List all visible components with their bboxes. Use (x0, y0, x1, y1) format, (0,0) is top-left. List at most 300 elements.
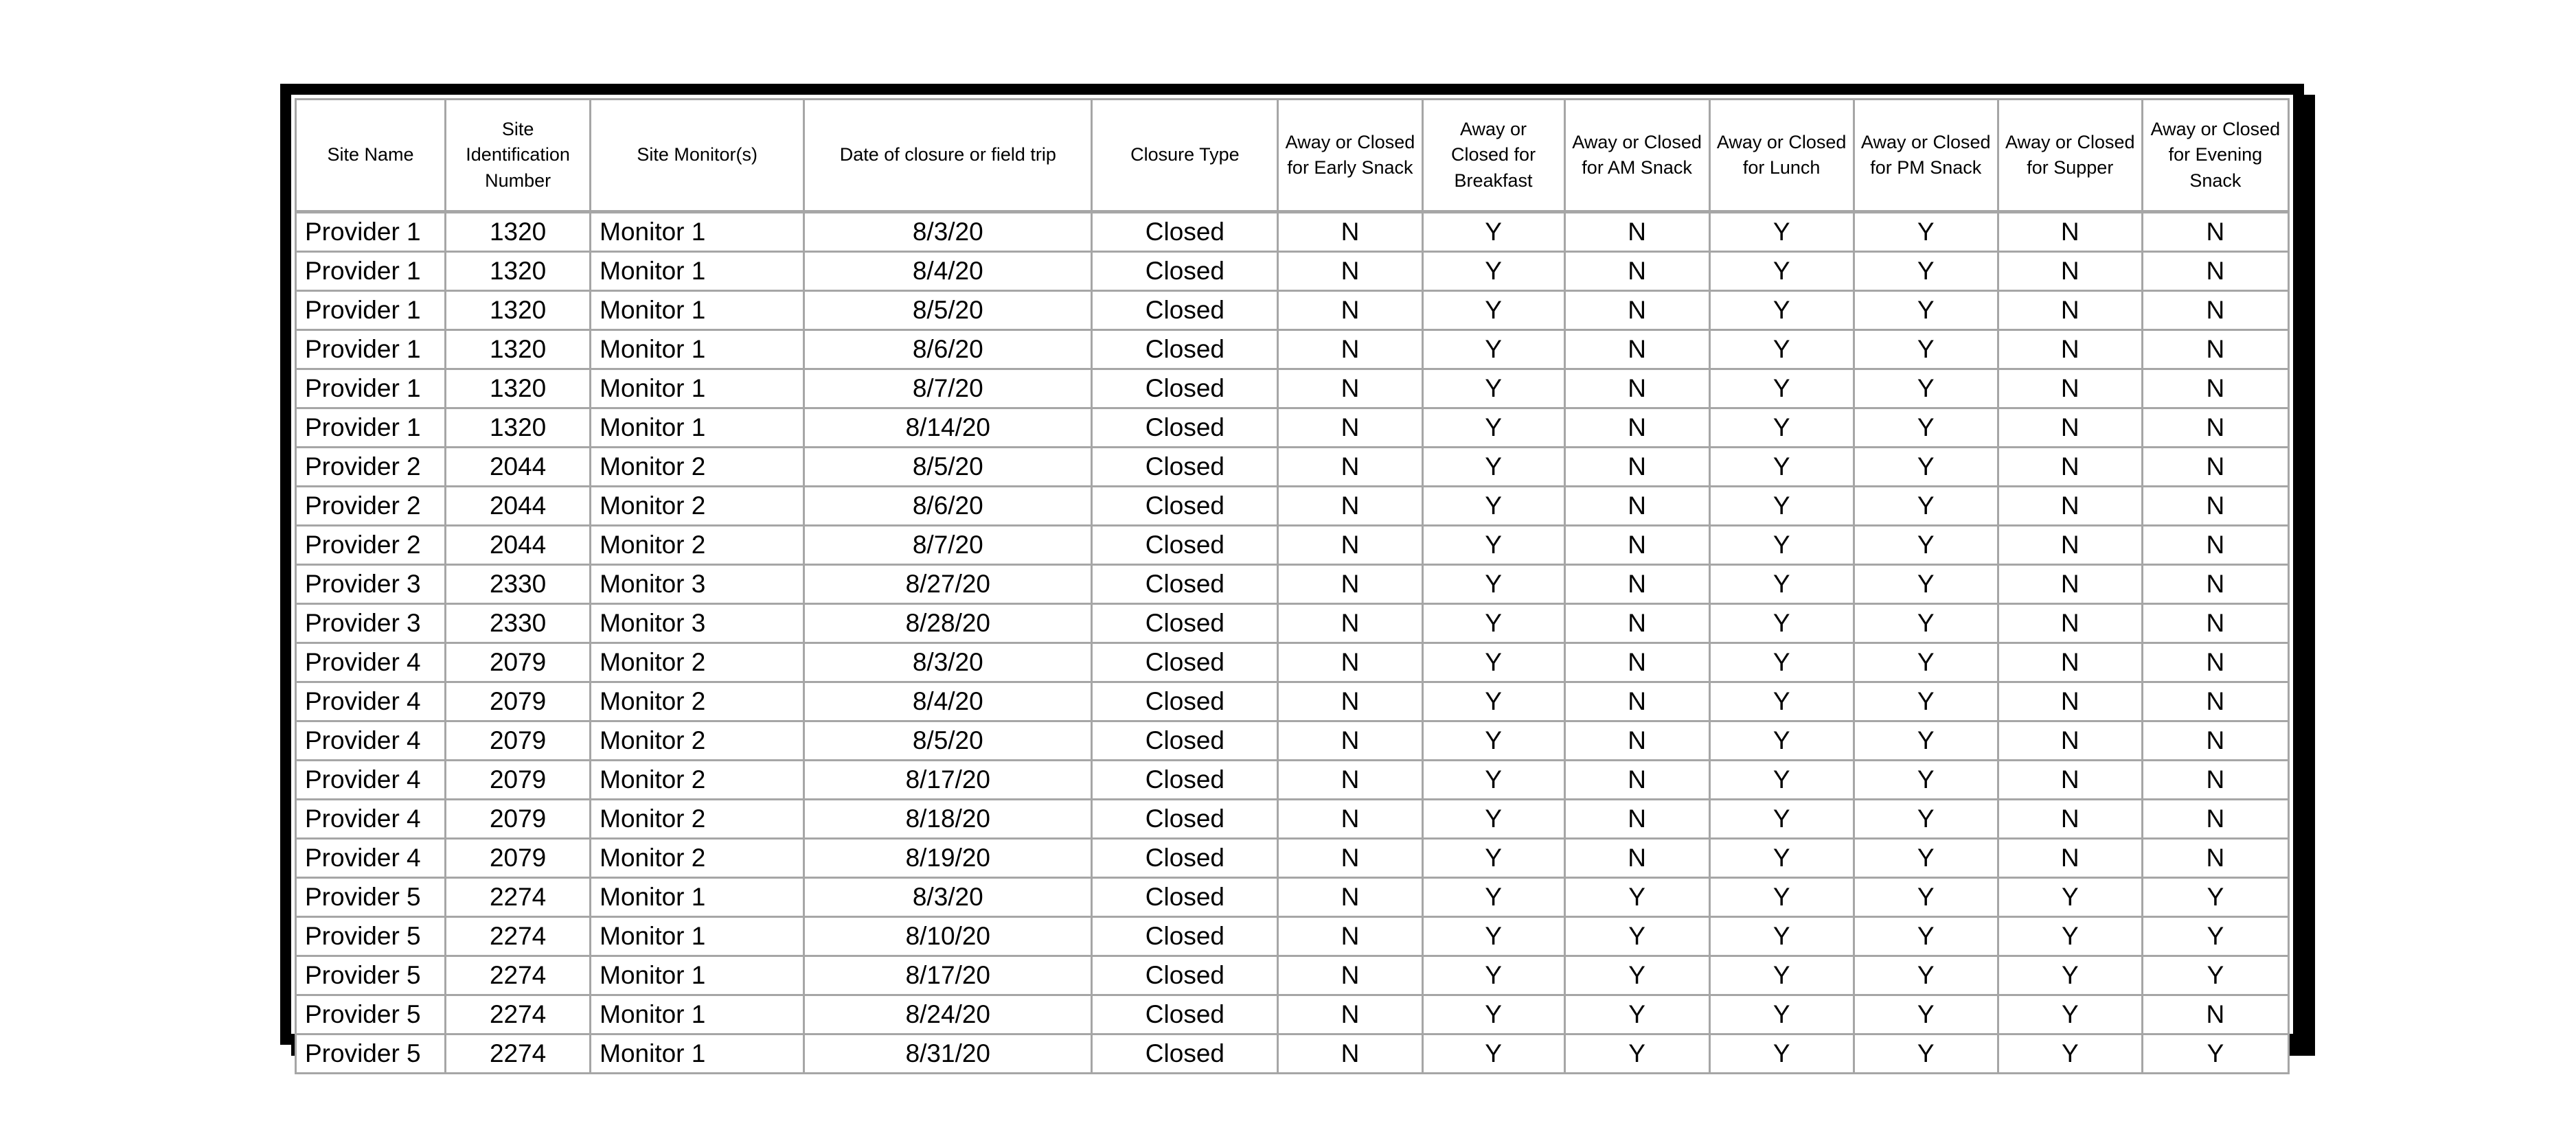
cell-r4-c0: Provider 1 (296, 369, 446, 408)
table-row-1 (296, 252, 2289, 291)
table-row-6 (296, 448, 2289, 487)
cell-r21-c6: Y (1422, 1034, 1564, 1074)
cell-r21-c9: Y (1854, 1034, 1998, 1074)
cell-r7-c1: 2044 (446, 487, 591, 526)
cell-r20-c8: Y (1709, 995, 1854, 1034)
cell-r2-c8: Y (1709, 291, 1854, 330)
cell-r12-c2: Monitor 2 (591, 682, 804, 721)
cell-r0-c5: N (1278, 212, 1422, 252)
cell-r2-c5: N (1278, 291, 1422, 330)
cell-r12-c7: N (1564, 682, 1709, 721)
cell-r7-c7: N (1564, 487, 1709, 526)
cell-r19-c10: Y (1998, 956, 2142, 995)
cell-r0-c3: 8/3/20 (804, 212, 1092, 252)
cell-r8-c3: 8/7/20 (804, 526, 1092, 565)
cell-r20-c10: Y (1998, 995, 2142, 1034)
cell-r7-c10: N (1998, 487, 2142, 526)
cell-r14-c4: Closed (1092, 761, 1278, 800)
cell-r5-c10: N (1998, 408, 2142, 448)
cell-r6-c2: Monitor 2 (591, 448, 804, 487)
site-closure-table (295, 98, 2290, 1074)
cell-r9-c8: Y (1709, 565, 1854, 604)
cell-r6-c7: N (1564, 448, 1709, 487)
table-row-3 (296, 330, 2289, 369)
cell-r10-c1: 2330 (446, 604, 591, 643)
cell-r14-c3: 8/17/20 (804, 761, 1092, 800)
cell-r12-c10: N (1998, 682, 2142, 721)
cell-r19-c8: Y (1709, 956, 1854, 995)
cell-r12-c11: N (2142, 682, 2288, 721)
column-header-5: Away or Closed for Early Snack (1278, 100, 1422, 212)
cell-r5-c8: Y (1709, 408, 1854, 448)
cell-r8-c9: Y (1854, 526, 1998, 565)
cell-r0-c8: Y (1709, 212, 1854, 252)
cell-r7-c3: 8/6/20 (804, 487, 1092, 526)
cell-r13-c4: Closed (1092, 721, 1278, 761)
cell-r3-c8: Y (1709, 330, 1854, 369)
cell-r3-c0: Provider 1 (296, 330, 446, 369)
cell-r6-c10: N (1998, 448, 2142, 487)
cell-r15-c6: Y (1422, 800, 1564, 839)
cell-r18-c7: Y (1564, 917, 1709, 956)
cell-r5-c9: Y (1854, 408, 1998, 448)
cell-r1-c11: N (2142, 252, 2288, 291)
cell-r16-c11: N (2142, 839, 2288, 878)
cell-r15-c8: Y (1709, 800, 1854, 839)
cell-r2-c7: N (1564, 291, 1709, 330)
cell-r13-c7: N (1564, 721, 1709, 761)
cell-r8-c8: Y (1709, 526, 1854, 565)
column-header-2: Site Monitor(s) (591, 100, 804, 212)
table-header (296, 100, 2289, 212)
cell-r0-c7: N (1564, 212, 1709, 252)
column-header-4: Closure Type (1092, 100, 1278, 212)
cell-r1-c3: 8/4/20 (804, 252, 1092, 291)
cell-r20-c11: N (2142, 995, 2288, 1034)
table-row-7 (296, 487, 2289, 526)
cell-r10-c6: Y (1422, 604, 1564, 643)
table-body (296, 212, 2289, 1074)
cell-r8-c7: N (1564, 526, 1709, 565)
cell-r15-c9: Y (1854, 800, 1998, 839)
cell-r6-c4: Closed (1092, 448, 1278, 487)
cell-r8-c4: Closed (1092, 526, 1278, 565)
cell-r11-c8: Y (1709, 643, 1854, 682)
cell-r19-c2: Monitor 1 (591, 956, 804, 995)
cell-r13-c0: Provider 4 (296, 721, 446, 761)
cell-r0-c9: Y (1854, 212, 1998, 252)
cell-r11-c0: Provider 4 (296, 643, 446, 682)
cell-r17-c6: Y (1422, 878, 1564, 917)
cell-r9-c6: Y (1422, 565, 1564, 604)
cell-r7-c0: Provider 2 (296, 487, 446, 526)
cell-r1-c9: Y (1854, 252, 1998, 291)
cell-r12-c5: N (1278, 682, 1422, 721)
cell-r11-c1: 2079 (446, 643, 591, 682)
cell-r2-c4: Closed (1092, 291, 1278, 330)
cell-r17-c7: Y (1564, 878, 1709, 917)
cell-r16-c1: 2079 (446, 839, 591, 878)
cell-r6-c11: N (2142, 448, 2288, 487)
column-header-6: Away or Closed for Breakfast (1422, 100, 1564, 212)
table-row-18 (296, 917, 2289, 956)
column-header-7: Away or Closed for AM Snack (1564, 100, 1709, 212)
cell-r13-c6: Y (1422, 721, 1564, 761)
cell-r4-c6: Y (1422, 369, 1564, 408)
cell-r19-c11: Y (2142, 956, 2288, 995)
table-row-19 (296, 956, 2289, 995)
cell-r18-c1: 2274 (446, 917, 591, 956)
cell-r9-c4: Closed (1092, 565, 1278, 604)
cell-r4-c3: 8/7/20 (804, 369, 1092, 408)
cell-r14-c9: Y (1854, 761, 1998, 800)
cell-r21-c8: Y (1709, 1034, 1854, 1074)
cell-r1-c5: N (1278, 252, 1422, 291)
cell-r21-c10: Y (1998, 1034, 2142, 1074)
cell-r6-c6: Y (1422, 448, 1564, 487)
cell-r17-c3: 8/3/20 (804, 878, 1092, 917)
cell-r10-c10: N (1998, 604, 2142, 643)
cell-r20-c9: Y (1854, 995, 1998, 1034)
table-row-2 (296, 291, 2289, 330)
cell-r16-c10: N (1998, 839, 2142, 878)
cell-r9-c11: N (2142, 565, 2288, 604)
cell-r7-c6: Y (1422, 487, 1564, 526)
cell-r12-c1: 2079 (446, 682, 591, 721)
cell-r20-c6: Y (1422, 995, 1564, 1034)
cell-r14-c5: N (1278, 761, 1422, 800)
cell-r15-c2: Monitor 2 (591, 800, 804, 839)
cell-r16-c4: Closed (1092, 839, 1278, 878)
cell-r16-c5: N (1278, 839, 1422, 878)
cell-r20-c0: Provider 5 (296, 995, 446, 1034)
cell-r3-c1: 1320 (446, 330, 591, 369)
cell-r20-c7: Y (1564, 995, 1709, 1034)
cell-r11-c6: Y (1422, 643, 1564, 682)
cell-r15-c3: 8/18/20 (804, 800, 1092, 839)
cell-r2-c10: N (1998, 291, 2142, 330)
cell-r17-c5: N (1278, 878, 1422, 917)
cell-r18-c11: Y (2142, 917, 2288, 956)
cell-r21-c2: Monitor 1 (591, 1034, 804, 1074)
cell-r10-c11: N (2142, 604, 2288, 643)
cell-r18-c2: Monitor 1 (591, 917, 804, 956)
cell-r15-c10: N (1998, 800, 2142, 839)
cell-r4-c7: N (1564, 369, 1709, 408)
cell-r13-c5: N (1278, 721, 1422, 761)
cell-r18-c3: 8/10/20 (804, 917, 1092, 956)
cell-r7-c11: N (2142, 487, 2288, 526)
table-row-0 (296, 212, 2289, 252)
cell-r19-c3: 8/17/20 (804, 956, 1092, 995)
cell-r13-c1: 2079 (446, 721, 591, 761)
cell-r14-c6: Y (1422, 761, 1564, 800)
cell-r16-c9: Y (1854, 839, 1998, 878)
cell-r0-c4: Closed (1092, 212, 1278, 252)
cell-r18-c4: Closed (1092, 917, 1278, 956)
cell-r16-c7: N (1564, 839, 1709, 878)
table-row-10 (296, 604, 2289, 643)
cell-r0-c1: 1320 (446, 212, 591, 252)
cell-r13-c10: N (1998, 721, 2142, 761)
cell-r11-c10: N (1998, 643, 2142, 682)
cell-r1-c10: N (1998, 252, 2142, 291)
cell-r5-c0: Provider 1 (296, 408, 446, 448)
table-row-11 (296, 643, 2289, 682)
cell-r18-c8: Y (1709, 917, 1854, 956)
cell-r21-c7: Y (1564, 1034, 1709, 1074)
cell-r21-c11: Y (2142, 1034, 2288, 1074)
cell-r7-c9: Y (1854, 487, 1998, 526)
cell-r13-c11: N (2142, 721, 2288, 761)
cell-r7-c5: N (1278, 487, 1422, 526)
cell-r9-c5: N (1278, 565, 1422, 604)
cell-r8-c2: Monitor 2 (591, 526, 804, 565)
cell-r20-c2: Monitor 1 (591, 995, 804, 1034)
cell-r10-c2: Monitor 3 (591, 604, 804, 643)
cell-r10-c9: Y (1854, 604, 1998, 643)
cell-r3-c3: 8/6/20 (804, 330, 1092, 369)
cell-r13-c3: 8/5/20 (804, 721, 1092, 761)
cell-r12-c6: Y (1422, 682, 1564, 721)
table-row-17 (296, 878, 2289, 917)
cell-r20-c5: N (1278, 995, 1422, 1034)
cell-r2-c9: Y (1854, 291, 1998, 330)
cell-r16-c3: 8/19/20 (804, 839, 1092, 878)
cell-r15-c0: Provider 4 (296, 800, 446, 839)
cell-r8-c0: Provider 2 (296, 526, 446, 565)
cell-r0-c6: Y (1422, 212, 1564, 252)
cell-r6-c0: Provider 2 (296, 448, 446, 487)
cell-r13-c2: Monitor 2 (591, 721, 804, 761)
cell-r17-c10: Y (1998, 878, 2142, 917)
cell-r11-c2: Monitor 2 (591, 643, 804, 682)
cell-r2-c2: Monitor 1 (591, 291, 804, 330)
cell-r1-c6: Y (1422, 252, 1564, 291)
table-row-5 (296, 408, 2289, 448)
cell-r15-c7: N (1564, 800, 1709, 839)
cell-r11-c3: 8/3/20 (804, 643, 1092, 682)
cell-r2-c0: Provider 1 (296, 291, 446, 330)
cell-r21-c4: Closed (1092, 1034, 1278, 1074)
cell-r18-c5: N (1278, 917, 1422, 956)
cell-r6-c9: Y (1854, 448, 1998, 487)
cell-r21-c3: 8/31/20 (804, 1034, 1092, 1074)
cell-r19-c1: 2274 (446, 956, 591, 995)
cell-r5-c11: N (2142, 408, 2288, 448)
cell-r19-c6: Y (1422, 956, 1564, 995)
cell-r8-c6: Y (1422, 526, 1564, 565)
cell-r3-c2: Monitor 1 (591, 330, 804, 369)
cell-r9-c10: N (1998, 565, 2142, 604)
cell-r5-c7: N (1564, 408, 1709, 448)
cell-r17-c2: Monitor 1 (591, 878, 804, 917)
cell-r18-c0: Provider 5 (296, 917, 446, 956)
cell-r10-c5: N (1278, 604, 1422, 643)
cell-r17-c8: Y (1709, 878, 1854, 917)
cell-r8-c10: N (1998, 526, 2142, 565)
column-header-0: Site Name (296, 100, 446, 212)
table-row-21 (296, 1034, 2289, 1074)
cell-r4-c5: N (1278, 369, 1422, 408)
cell-r7-c2: Monitor 2 (591, 487, 804, 526)
cell-r12-c0: Provider 4 (296, 682, 446, 721)
cell-r2-c1: 1320 (446, 291, 591, 330)
cell-r16-c2: Monitor 2 (591, 839, 804, 878)
cell-r14-c0: Provider 4 (296, 761, 446, 800)
cell-r14-c2: Monitor 2 (591, 761, 804, 800)
cell-r4-c9: Y (1854, 369, 1998, 408)
column-header-10: Away or Closed for Supper (1998, 100, 2142, 212)
cell-r14-c10: N (1998, 761, 2142, 800)
closure-table-frame (280, 84, 2304, 1067)
cell-r17-c11: Y (2142, 878, 2288, 917)
cell-r9-c1: 2330 (446, 565, 591, 604)
cell-r6-c5: N (1278, 448, 1422, 487)
cell-r8-c5: N (1278, 526, 1422, 565)
cell-r6-c8: Y (1709, 448, 1854, 487)
cell-r10-c3: 8/28/20 (804, 604, 1092, 643)
column-header-1: Site Identification Number (446, 100, 591, 212)
cell-r11-c5: N (1278, 643, 1422, 682)
cell-r4-c4: Closed (1092, 369, 1278, 408)
cell-r11-c11: N (2142, 643, 2288, 682)
cell-r10-c7: N (1564, 604, 1709, 643)
cell-r6-c1: 2044 (446, 448, 591, 487)
column-header-8: Away or Closed for Lunch (1709, 100, 1854, 212)
cell-r8-c11: N (2142, 526, 2288, 565)
cell-r15-c1: 2079 (446, 800, 591, 839)
cell-r3-c6: Y (1422, 330, 1564, 369)
cell-r8-c1: 2044 (446, 526, 591, 565)
cell-r3-c7: N (1564, 330, 1709, 369)
cell-r3-c10: N (1998, 330, 2142, 369)
cell-r12-c8: Y (1709, 682, 1854, 721)
cell-r11-c4: Closed (1092, 643, 1278, 682)
cell-r10-c4: Closed (1092, 604, 1278, 643)
cell-r9-c3: 8/27/20 (804, 565, 1092, 604)
cell-r19-c7: Y (1564, 956, 1709, 995)
cell-r7-c4: Closed (1092, 487, 1278, 526)
cell-r19-c0: Provider 5 (296, 956, 446, 995)
cell-r14-c11: N (2142, 761, 2288, 800)
cell-r5-c5: N (1278, 408, 1422, 448)
cell-r18-c10: Y (1998, 917, 2142, 956)
cell-r20-c4: Closed (1092, 995, 1278, 1034)
cell-r14-c8: Y (1709, 761, 1854, 800)
table-row-9 (296, 565, 2289, 604)
cell-r12-c4: Closed (1092, 682, 1278, 721)
cell-r1-c4: Closed (1092, 252, 1278, 291)
cell-r2-c6: Y (1422, 291, 1564, 330)
cell-r13-c8: Y (1709, 721, 1854, 761)
cell-r17-c0: Provider 5 (296, 878, 446, 917)
column-header-9: Away or Closed for PM Snack (1854, 100, 1998, 212)
cell-r6-c3: 8/5/20 (804, 448, 1092, 487)
cell-r11-c7: N (1564, 643, 1709, 682)
cell-r1-c0: Provider 1 (296, 252, 446, 291)
cell-r5-c4: Closed (1092, 408, 1278, 448)
cell-r19-c9: Y (1854, 956, 1998, 995)
cell-r9-c2: Monitor 3 (591, 565, 804, 604)
cell-r4-c10: N (1998, 369, 2142, 408)
cell-r19-c5: N (1278, 956, 1422, 995)
cell-r1-c2: Monitor 1 (591, 252, 804, 291)
cell-r0-c11: N (2142, 212, 2288, 252)
cell-r19-c4: Closed (1092, 956, 1278, 995)
cell-r5-c3: 8/14/20 (804, 408, 1092, 448)
cell-r18-c6: Y (1422, 917, 1564, 956)
cell-r9-c0: Provider 3 (296, 565, 446, 604)
cell-r12-c3: 8/4/20 (804, 682, 1092, 721)
table-row-12 (296, 682, 2289, 721)
cell-r4-c1: 1320 (446, 369, 591, 408)
cell-r5-c2: Monitor 1 (591, 408, 804, 448)
cell-r3-c11: N (2142, 330, 2288, 369)
table-row-13 (296, 721, 2289, 761)
cell-r10-c0: Provider 3 (296, 604, 446, 643)
cell-r0-c0: Provider 1 (296, 212, 446, 252)
table-row-14 (296, 761, 2289, 800)
table-row-8 (296, 526, 2289, 565)
cell-r17-c1: 2274 (446, 878, 591, 917)
cell-r3-c4: Closed (1092, 330, 1278, 369)
table-row-15 (296, 800, 2289, 839)
cell-r21-c5: N (1278, 1034, 1422, 1074)
cell-r5-c1: 1320 (446, 408, 591, 448)
cell-r18-c9: Y (1854, 917, 1998, 956)
cell-r3-c5: N (1278, 330, 1422, 369)
cell-r4-c2: Monitor 1 (591, 369, 804, 408)
cell-r1-c1: 1320 (446, 252, 591, 291)
cell-r16-c6: Y (1422, 839, 1564, 878)
cell-r5-c6: Y (1422, 408, 1564, 448)
cell-r20-c1: 2274 (446, 995, 591, 1034)
cell-r3-c9: Y (1854, 330, 1998, 369)
cell-r10-c8: Y (1709, 604, 1854, 643)
cell-r11-c9: Y (1854, 643, 1998, 682)
cell-r4-c8: Y (1709, 369, 1854, 408)
header-row (296, 100, 2289, 212)
cell-r17-c9: Y (1854, 878, 1998, 917)
cell-r16-c0: Provider 4 (296, 839, 446, 878)
cell-r2-c3: 8/5/20 (804, 291, 1092, 330)
cell-r0-c10: N (1998, 212, 2142, 252)
cell-r20-c3: 8/24/20 (804, 995, 1092, 1034)
cell-r13-c9: Y (1854, 721, 1998, 761)
cell-r16-c8: Y (1709, 839, 1854, 878)
cell-r15-c4: Closed (1092, 800, 1278, 839)
table-row-4 (296, 369, 2289, 408)
table-row-20 (296, 995, 2289, 1034)
cell-r2-c11: N (2142, 291, 2288, 330)
cell-r21-c0: Provider 5 (296, 1034, 446, 1074)
column-header-3: Date of closure or field trip (804, 100, 1092, 212)
cell-r0-c2: Monitor 1 (591, 212, 804, 252)
cell-r21-c1: 2274 (446, 1034, 591, 1074)
cell-r4-c11: N (2142, 369, 2288, 408)
table-row-16 (296, 839, 2289, 878)
cell-r1-c7: N (1564, 252, 1709, 291)
cell-r17-c4: Closed (1092, 878, 1278, 917)
cell-r14-c1: 2079 (446, 761, 591, 800)
cell-r15-c11: N (2142, 800, 2288, 839)
cell-r7-c8: Y (1709, 487, 1854, 526)
column-header-11: Away or Closed for Evening Snack (2142, 100, 2288, 212)
cell-r9-c9: Y (1854, 565, 1998, 604)
cell-r14-c7: N (1564, 761, 1709, 800)
cell-r1-c8: Y (1709, 252, 1854, 291)
